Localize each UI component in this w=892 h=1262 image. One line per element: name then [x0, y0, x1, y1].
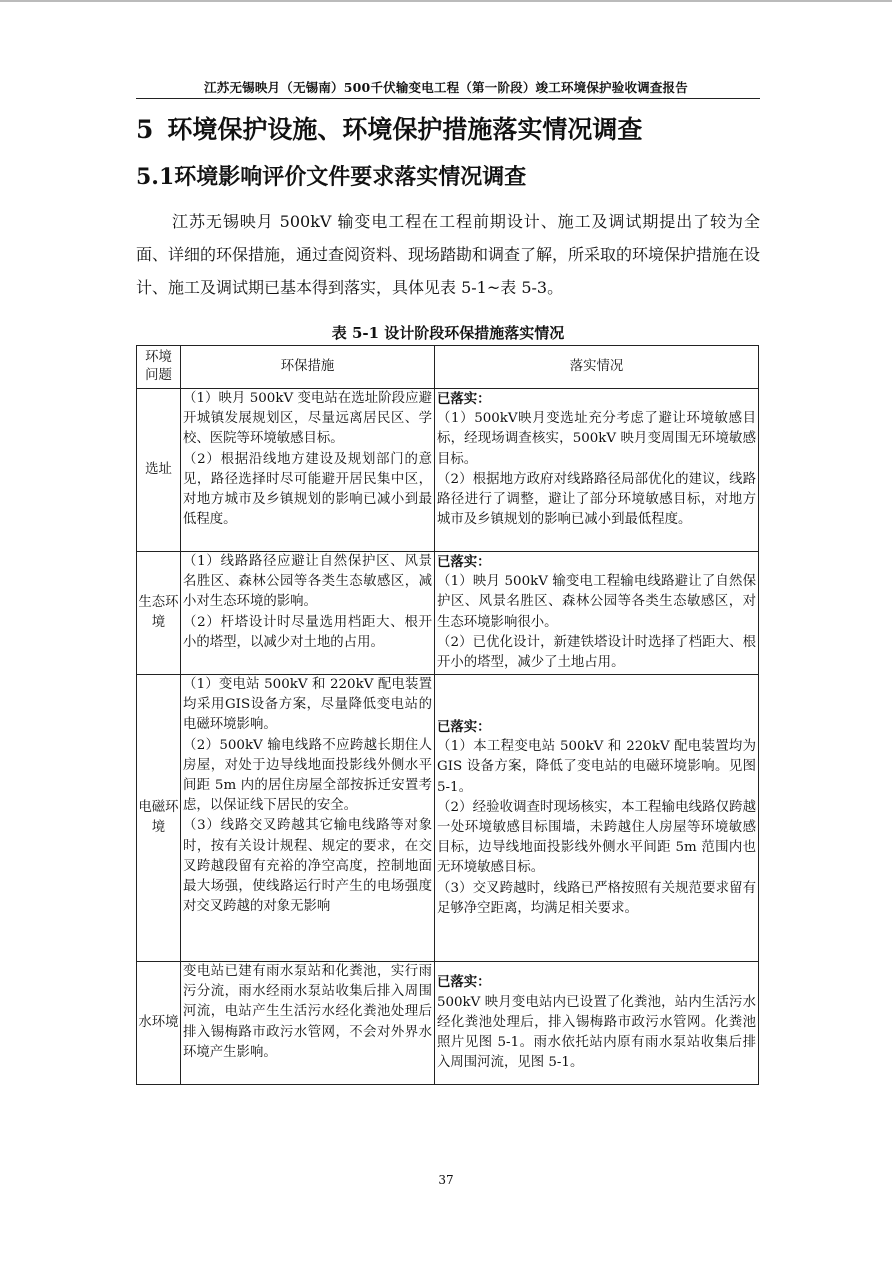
page-number: 37	[438, 1173, 454, 1187]
status-head: 已落实：	[437, 718, 491, 735]
measure-cell	[181, 552, 435, 675]
status-item: （2）根据地方政府对线路路径局部优化的建议，线路路径进行了调整，避让了部分环境敏感目标，对地方城市及乡镇规划的影响已减小到最低程度。	[437, 471, 756, 528]
status-item: 500kV 映月变电站内已设置了化粪池，站内生活污水经化粪池处理后，排入锡梅路市政污水管网。化粪池照片见图 5-1。雨水依托站内原有雨水泵站收集后排入周围河流，见图 5-1。	[437, 994, 756, 1071]
table-caption: 表 5-1 设计阶段环保措施落实情况	[331, 324, 565, 342]
measure-item: （1）线路路径应避让自然保护区、风景名胜区、森林公园等各类生态敏感区，减小对生态环境的影响。	[183, 554, 432, 610]
subsection-heading: 5.1环境影响评价文件要求落实情况调查	[136, 164, 527, 190]
intro-paragraph: 江苏无锡映月 500kV 输变电工程在工程前期设计、施工及调试期提出了较为全面、详细的环保措施，通过查阅资料、现场踏勘和调查了解，所采取的环境保护措施在设计、施工及调试期已基本得到落实，具体见表 5-1~表 5-3。	[136, 212, 761, 297]
header-status: 落实情况	[435, 346, 759, 389]
status-item: （3）交叉跨越时，线路已严格按照有关规范要求留有足够净空距离，均满足相关要求。	[437, 880, 756, 916]
measure-item: （2）根据沿线地方建设及规划部门的意见，路径选择时尽可能避开居民集中区，对地方城市及乡镇规划的影响已减小到最低程度。	[183, 451, 432, 528]
measure-item: （2）500kV 输电线路不应跨越长期住人房屋，对处于边导线地面投影线外侧水平间距 5m 内的居住房屋全部按拆迁安置考虑，以保证线下居民的安全。	[183, 737, 432, 814]
status-cell	[435, 552, 759, 675]
issue-cell: 水环境	[137, 962, 181, 1085]
status-cell	[435, 675, 759, 962]
header-rule	[136, 98, 760, 99]
table-row	[137, 675, 759, 962]
table-row	[137, 552, 759, 675]
measure-cell	[181, 962, 435, 1085]
measure-item: （1）变电站 500kV 和 220kV 配电装置均采用GIS设备方案，尽量降低变电站的电磁环境影响。	[183, 677, 432, 733]
issue-cell: 电磁环境	[137, 675, 181, 962]
measure-item: （3）线路交叉跨越其它输电线路等对象时，按有关设计规程、规定的要求，在交叉跨越段留有充裕的净空高度，控制地面最大场强，使线路运行时产生的电场强度对交叉跨越的对象无影响	[183, 818, 432, 915]
measures-table	[136, 345, 759, 1085]
header-measure: 环保措施	[181, 346, 435, 389]
status-head: 已落实：	[437, 391, 491, 407]
measure-item: （2）杆塔设计时尽量选用档距大、根开小的塔型，以减少对土地的占用。	[183, 614, 432, 650]
header-issue: 环境问题	[137, 346, 181, 389]
measure-item: （1）映月 500kV 变电站在选址阶段应避开城镇发展规划区，尽量远离居民区、学校、医院等环境敏感目标。	[183, 391, 432, 447]
status-item: （1）映月 500kV 输变电工程输电线路避让了自然保护区、风景名胜区、森林公园等各类生态敏感区，对生态环境影响很小。	[437, 574, 756, 630]
table-row	[137, 389, 759, 552]
issue-cell: 生态环境	[137, 552, 181, 675]
section-heading	[136, 110, 642, 146]
section-number: 5	[136, 115, 154, 144]
issue-cell: 选址	[137, 389, 181, 552]
measure-cell	[181, 389, 435, 552]
table-header-row	[137, 346, 759, 389]
page-top-edge	[0, 0, 892, 2]
status-item: （2）经验收调查时现场核实，本工程输电线路仅跨越一处环境敏感目标围墙，未跨越住人房屋等环境敏感目标，边导线地面投影线外侧水平间距 5m 范围内也无环境敏感目标。	[437, 799, 756, 876]
measure-cell	[181, 675, 435, 962]
table-row	[137, 962, 759, 1085]
status-item: （2）已优化设计，新建铁塔设计时选择了档距大、根开小的塔型，减少了土地占用。	[437, 634, 756, 671]
status-item: （1）500kV映月变选址充分考虑了避让环境敏感目标，经现场调查核实，500kV 映月变周围无环境敏感目标。	[437, 411, 756, 467]
status-cell	[435, 389, 759, 552]
status-cell	[435, 962, 759, 1085]
measure-item: 变电站已建有雨水泵站和化粪池，实行雨污分流，雨水经雨水泵站收集后排入周围河流，电站产生生活污水经化粪池处理后排入锡梅路市政污水管网，不会对外界水环境产生影响。	[183, 964, 432, 1060]
status-item: （1）本工程变电站 500kV 和 220kV 配电装置均为 GIS 设备方案，降低了变电站的电磁环境影响。见图 5-1。	[437, 739, 756, 795]
section-title: 环境保护设施、环境保护措施落实情况调查	[167, 115, 643, 144]
status-head: 已落实：	[437, 554, 491, 570]
running-header: 江苏无锡映月（无锡南）500千伏输变电工程（第一阶段）竣工环境保护验收调查报告	[204, 80, 688, 95]
status-head: 已落实：	[437, 974, 491, 991]
